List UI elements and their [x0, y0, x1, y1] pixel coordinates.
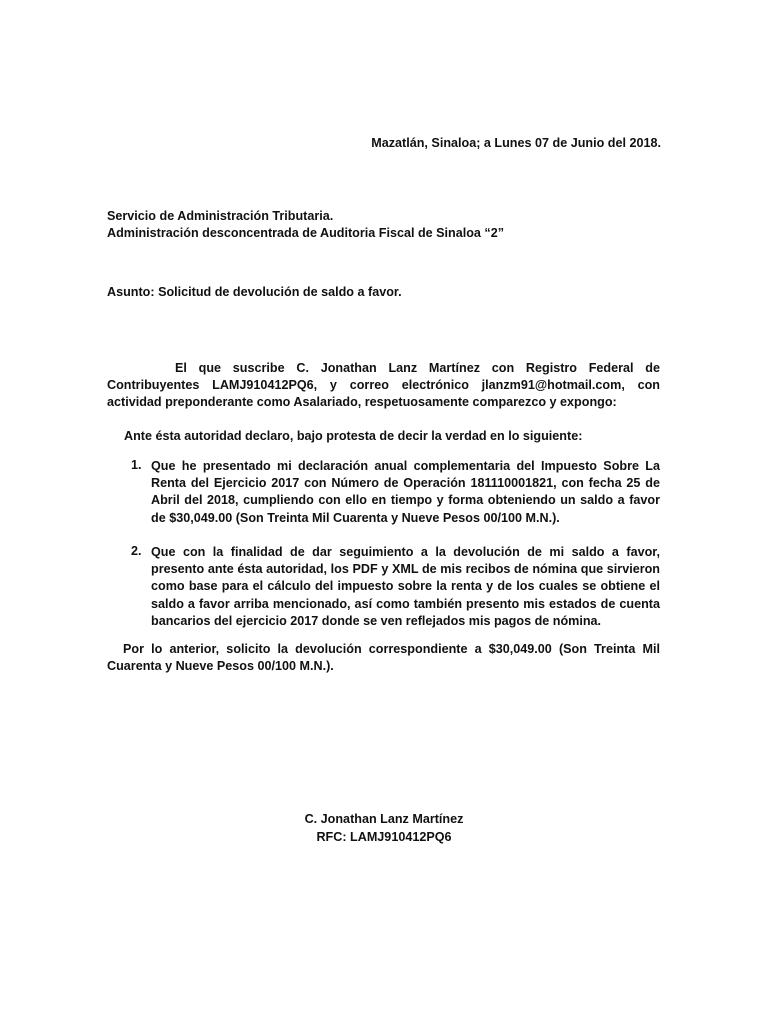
signature-rfc: RFC: LAMJ910412PQ6	[316, 830, 452, 844]
declaration-line: Ante ésta autoridad declaro, bajo protesta de decir la verdad en lo siguiente:	[124, 429, 583, 443]
list-item-text: Que he presentado mi declaración anual complementaria del Impuesto Sobre La Renta del Ejercicio 2017 con Número de Operación 181110001821, con fecha 25 de Abril del 2018, cumpliendo con ello en tiempo y forma obteniendo un saldo a favor de $30,049.00 (Son Treinta Mil Cuarenta y Nueve Pesos 00/100 M.N.).	[151, 459, 660, 525]
date-line: Mazatlán, Sinaloa; a Lunes 07 de Junio del 2018.	[371, 136, 661, 150]
signature-name: C. Jonathan Lanz Martínez	[304, 812, 464, 826]
list-item-number: 1.	[131, 458, 142, 472]
list-item-text: Que con la finalidad de dar seguimiento a la devolución de mi saldo a favor, presento ante ésta autoridad, los PDF y XML de mis recibos de nómina que sirvieron como base para el cálculo del impuesto sobre la renta y de los cuales se obtiene el saldo a favor arriba mencionado, así como también presento mis estados de cuenta bancarios del ejercicio 2017 donde se ven reflejados mis pagos de nómina.	[151, 545, 660, 628]
intro-paragraph: El que suscribe C. Jonathan Lanz Martínez con Registro Federal de Contribuyentes LAMJ910412PQ6, y correo electrónico jlanzm91@hotmail.com, con actividad preponderante como Asalariado, respetuosamente comparezco y expongo:	[107, 361, 660, 410]
addressee-block	[107, 208, 504, 242]
signature-block	[0, 810, 768, 846]
addressee-line-1: Servicio de Administración Tributaria.	[107, 209, 334, 223]
addressee-line-2: Administración desconcentrada de Auditoria Fiscal de Sinaloa “2”	[107, 226, 505, 240]
list-item-number: 2.	[131, 544, 142, 558]
closing-paragraph: Por lo anterior, solicito la devolución correspondiente a $30,049.00 (Son Treinta Mil Cuarenta y Nueve Pesos 00/100 M.N.).	[107, 642, 660, 674]
subject-line: Asunto: Solicitud de devolución de saldo a favor.	[107, 285, 402, 299]
